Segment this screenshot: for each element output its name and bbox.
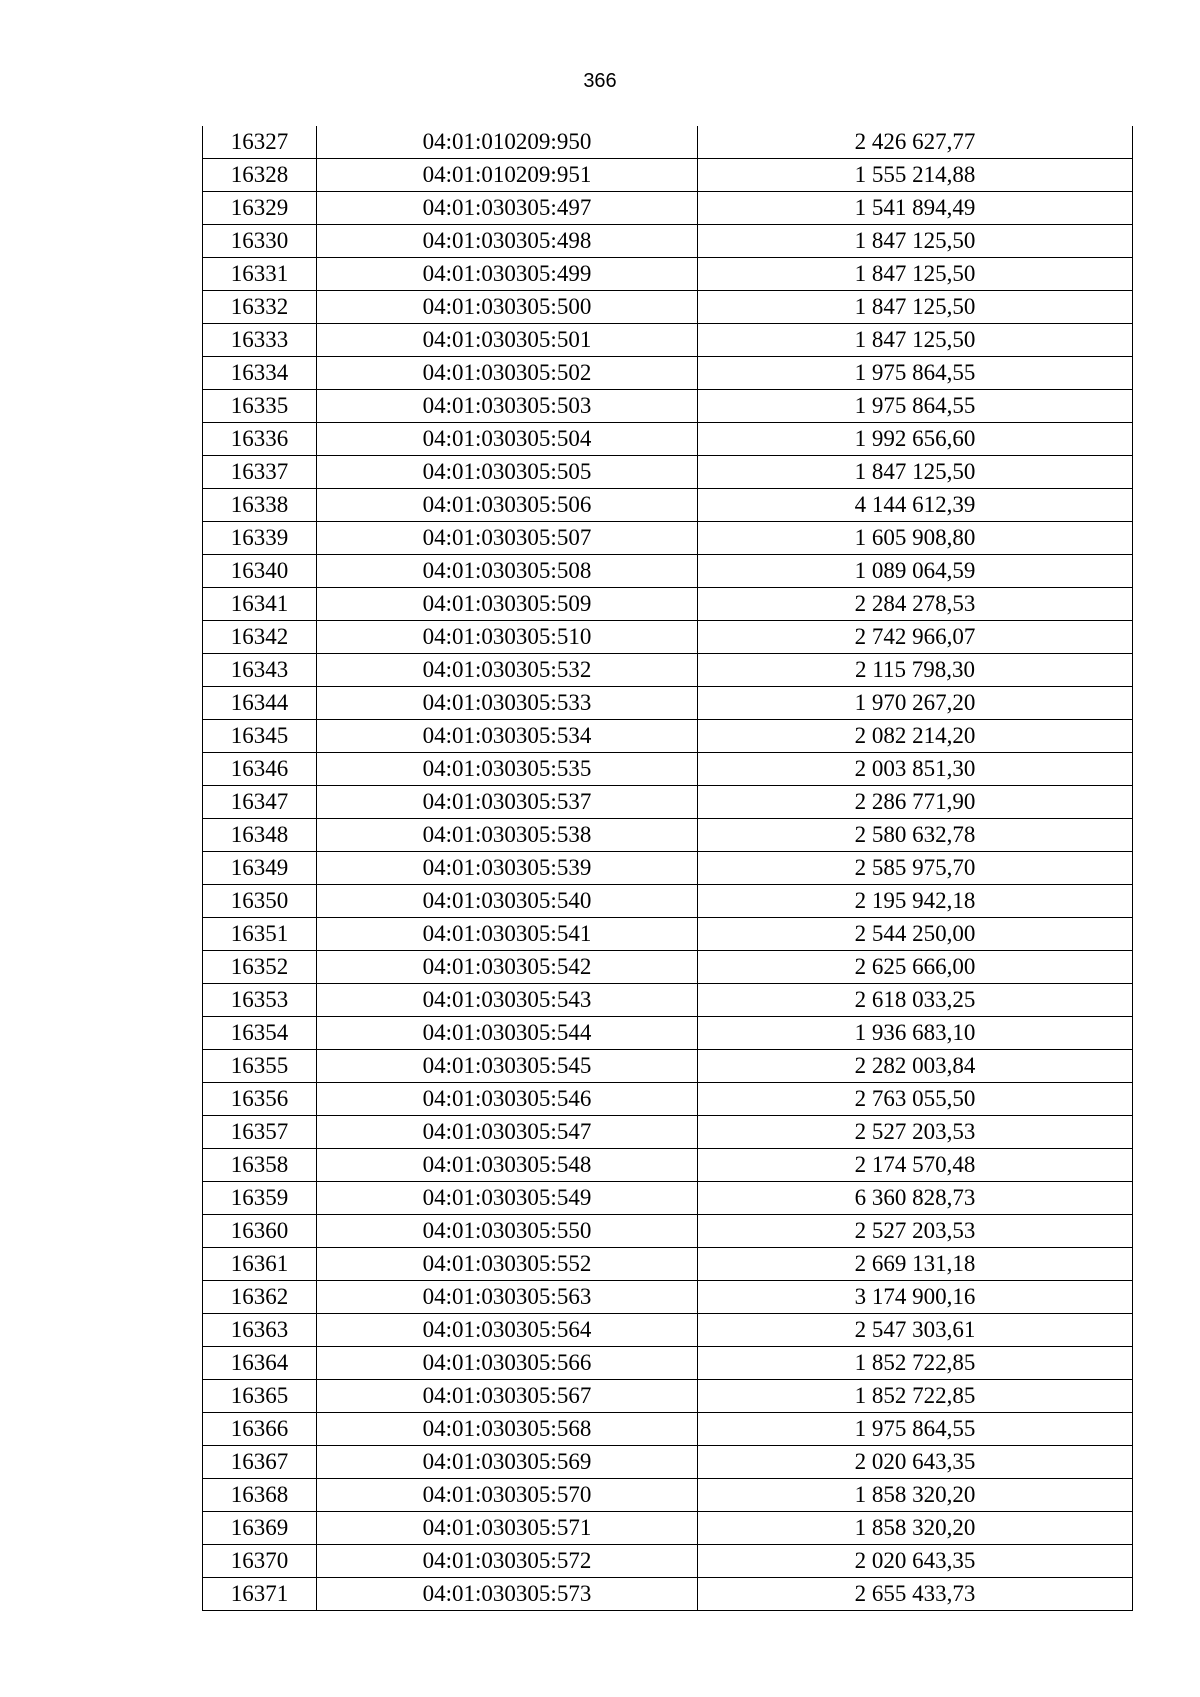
cadastral-value-cell: 2 544 250,00	[698, 918, 1133, 951]
cadastral-value-cell: 2 580 632,78	[698, 819, 1133, 852]
cadastral-number-cell: 04:01:030305:568	[317, 1413, 698, 1446]
table-row	[203, 1578, 1133, 1611]
cadastral-value-cell: 1 975 864,55	[698, 1413, 1133, 1446]
cadastral-number-cell: 04:01:030305:572	[317, 1545, 698, 1578]
table-row	[203, 1512, 1133, 1545]
cadastral-number-cell: 04:01:030305:510	[317, 621, 698, 654]
table-row	[203, 291, 1133, 324]
row-number-cell: 16335	[203, 390, 317, 423]
cadastral-value-cell: 1 975 864,55	[698, 357, 1133, 390]
cadastral-value-cell: 1 852 722,85	[698, 1347, 1133, 1380]
cadastral-value-cell: 2 669 131,18	[698, 1248, 1133, 1281]
row-number-cell: 16331	[203, 258, 317, 291]
row-number-cell: 16356	[203, 1083, 317, 1116]
table-row	[203, 258, 1133, 291]
cadastral-number-cell: 04:01:030305:532	[317, 654, 698, 687]
row-number-cell: 16361	[203, 1248, 317, 1281]
cadastral-value-cell: 2 426 627,77	[698, 126, 1133, 159]
table-row	[203, 588, 1133, 621]
table-row	[203, 885, 1133, 918]
cadastral-number-cell: 04:01:030305:567	[317, 1380, 698, 1413]
page-number: 366	[583, 70, 617, 92]
cadastral-value-cell: 2 742 966,07	[698, 621, 1133, 654]
table-row	[203, 555, 1133, 588]
row-number-cell: 16336	[203, 423, 317, 456]
cadastral-number-cell: 04:01:030305:564	[317, 1314, 698, 1347]
row-number-cell: 16357	[203, 1116, 317, 1149]
cadastral-value-cell: 1 847 125,50	[698, 225, 1133, 258]
cadastral-value-cell: 1 847 125,50	[698, 456, 1133, 489]
table-row	[203, 159, 1133, 192]
row-number-cell: 16364	[203, 1347, 317, 1380]
cadastral-number-cell: 04:01:030305:549	[317, 1182, 698, 1215]
table-row	[203, 1215, 1133, 1248]
table-row	[203, 1545, 1133, 1578]
row-number-cell: 16360	[203, 1215, 317, 1248]
row-number-cell: 16345	[203, 720, 317, 753]
cadastral-value-cell: 2 527 203,53	[698, 1116, 1133, 1149]
cadastral-number-cell: 04:01:030305:545	[317, 1050, 698, 1083]
cadastral-value-cell: 1 936 683,10	[698, 1017, 1133, 1050]
row-number-cell: 16346	[203, 753, 317, 786]
cadastral-value-cell: 1 089 064,59	[698, 555, 1133, 588]
row-number-cell: 16349	[203, 852, 317, 885]
table-row	[203, 324, 1133, 357]
cadastral-value-cell: 2 618 033,25	[698, 984, 1133, 1017]
table-row	[203, 852, 1133, 885]
table-row	[203, 1116, 1133, 1149]
table-row	[203, 621, 1133, 654]
cadastral-value-cell: 2 655 433,73	[698, 1578, 1133, 1611]
cadastral-number-cell: 04:01:030305:503	[317, 390, 698, 423]
cadastral-value-cell: 2 286 771,90	[698, 786, 1133, 819]
table-row	[203, 1083, 1133, 1116]
cadastral-value-cell: 2 625 666,00	[698, 951, 1133, 984]
table-row	[203, 423, 1133, 456]
row-number-cell: 16359	[203, 1182, 317, 1215]
table-row	[203, 192, 1133, 225]
table-row	[203, 1182, 1133, 1215]
row-number-cell: 16351	[203, 918, 317, 951]
row-number-cell: 16344	[203, 687, 317, 720]
cadastral-number-cell: 04:01:030305:508	[317, 555, 698, 588]
cadastral-number-cell: 04:01:030305:547	[317, 1116, 698, 1149]
table-row	[203, 720, 1133, 753]
cadastral-value-cell: 6 360 828,73	[698, 1182, 1133, 1215]
table-row	[203, 1017, 1133, 1050]
cadastral-number-cell: 04:01:030305:570	[317, 1479, 698, 1512]
cadastral-value-cell: 3 174 900,16	[698, 1281, 1133, 1314]
cadastral-value-cell: 2 585 975,70	[698, 852, 1133, 885]
table-row	[203, 753, 1133, 786]
cadastral-value-cell: 2 763 055,50	[698, 1083, 1133, 1116]
cadastral-number-cell: 04:01:030305:563	[317, 1281, 698, 1314]
cadastral-number-cell: 04:01:030305:541	[317, 918, 698, 951]
cadastral-number-cell: 04:01:030305:571	[317, 1512, 698, 1545]
table-row	[203, 1446, 1133, 1479]
cadastral-value-cell: 2 020 643,35	[698, 1446, 1133, 1479]
row-number-cell: 16334	[203, 357, 317, 390]
cadastral-number-cell: 04:01:010209:951	[317, 159, 698, 192]
cadastral-number-cell: 04:01:030305:550	[317, 1215, 698, 1248]
table-row	[203, 489, 1133, 522]
table-row	[203, 654, 1133, 687]
table-row	[203, 1479, 1133, 1512]
cadastral-number-cell: 04:01:010209:950	[317, 126, 698, 159]
cadastral-value-cell: 2 115 798,30	[698, 654, 1133, 687]
row-number-cell: 16363	[203, 1314, 317, 1347]
row-number-cell: 16329	[203, 192, 317, 225]
cadastral-number-cell: 04:01:030305:497	[317, 192, 698, 225]
cadastral-number-cell: 04:01:030305:552	[317, 1248, 698, 1281]
cadastral-number-cell: 04:01:030305:569	[317, 1446, 698, 1479]
cadastral-number-cell: 04:01:030305:573	[317, 1578, 698, 1611]
table-row	[203, 951, 1133, 984]
row-number-cell: 16365	[203, 1380, 317, 1413]
cadastral-value-cell: 2 282 003,84	[698, 1050, 1133, 1083]
table-row	[203, 918, 1133, 951]
cadastral-value-cell: 2 020 643,35	[698, 1545, 1133, 1578]
cadastral-number-cell: 04:01:030305:500	[317, 291, 698, 324]
row-number-cell: 16330	[203, 225, 317, 258]
cadastral-number-cell: 04:01:030305:543	[317, 984, 698, 1017]
cadastral-number-cell: 04:01:030305:566	[317, 1347, 698, 1380]
table-body	[203, 126, 1133, 1611]
cadastral-value-cell: 1 975 864,55	[698, 390, 1133, 423]
cadastral-value-cell: 1 970 267,20	[698, 687, 1133, 720]
cadastral-value-cell: 1 605 908,80	[698, 522, 1133, 555]
table-row	[203, 357, 1133, 390]
table-row	[203, 687, 1133, 720]
cadastral-number-cell: 04:01:030305:538	[317, 819, 698, 852]
cadastral-number-cell: 04:01:030305:539	[317, 852, 698, 885]
row-number-cell: 16350	[203, 885, 317, 918]
table-row	[203, 1050, 1133, 1083]
cadastral-value-cell: 2 527 203,53	[698, 1215, 1133, 1248]
cadastral-number-cell: 04:01:030305:548	[317, 1149, 698, 1182]
cadastral-value-cell: 1 847 125,50	[698, 258, 1133, 291]
cadastral-value-cell: 1 847 125,50	[698, 324, 1133, 357]
table-row	[203, 819, 1133, 852]
row-number-cell: 16355	[203, 1050, 317, 1083]
cadastral-number-cell: 04:01:030305:501	[317, 324, 698, 357]
table-row	[203, 225, 1133, 258]
cadastral-number-cell: 04:01:030305:502	[317, 357, 698, 390]
cadastral-number-cell: 04:01:030305:534	[317, 720, 698, 753]
row-number-cell: 16328	[203, 159, 317, 192]
row-number-cell: 16366	[203, 1413, 317, 1446]
row-number-cell: 16370	[203, 1545, 317, 1578]
table-row	[203, 390, 1133, 423]
cadastral-number-cell: 04:01:030305:506	[317, 489, 698, 522]
cadastral-number-cell: 04:01:030305:509	[317, 588, 698, 621]
row-number-cell: 16369	[203, 1512, 317, 1545]
cadastral-number-cell: 04:01:030305:537	[317, 786, 698, 819]
table-row	[203, 1281, 1133, 1314]
cadastral-value-cell: 1 541 894,49	[698, 192, 1133, 225]
cadastral-value-cell: 1 852 722,85	[698, 1380, 1133, 1413]
row-number-cell: 16343	[203, 654, 317, 687]
row-number-cell: 16341	[203, 588, 317, 621]
cadastral-number-cell: 04:01:030305:535	[317, 753, 698, 786]
cadastral-value-cell: 2 547 303,61	[698, 1314, 1133, 1347]
row-number-cell: 16333	[203, 324, 317, 357]
cadastral-number-cell: 04:01:030305:533	[317, 687, 698, 720]
cadastral-number-cell: 04:01:030305:542	[317, 951, 698, 984]
row-number-cell: 16342	[203, 621, 317, 654]
cadastral-value-cell: 2 174 570,48	[698, 1149, 1133, 1182]
row-number-cell: 16348	[203, 819, 317, 852]
row-number-cell: 16339	[203, 522, 317, 555]
row-number-cell: 16337	[203, 456, 317, 489]
row-number-cell: 16362	[203, 1281, 317, 1314]
cadastral-number-cell: 04:01:030305:498	[317, 225, 698, 258]
cadastral-value-cell: 1 555 214,88	[698, 159, 1133, 192]
cadastral-value-cell: 4 144 612,39	[698, 489, 1133, 522]
row-number-cell: 16338	[203, 489, 317, 522]
row-number-cell: 16327	[203, 126, 317, 159]
cadastral-number-cell: 04:01:030305:504	[317, 423, 698, 456]
table-row	[203, 1248, 1133, 1281]
row-number-cell: 16347	[203, 786, 317, 819]
cadastral-value-cell: 1 858 320,20	[698, 1512, 1133, 1545]
table-row	[203, 1149, 1133, 1182]
cadastral-value-cell: 2 284 278,53	[698, 588, 1133, 621]
table-row	[203, 1314, 1133, 1347]
row-number-cell: 16354	[203, 1017, 317, 1050]
table-row	[203, 456, 1133, 489]
table-row	[203, 1347, 1133, 1380]
row-number-cell: 16352	[203, 951, 317, 984]
cadastral-value-cell: 1 847 125,50	[698, 291, 1133, 324]
table-row	[203, 522, 1133, 555]
cadastral-number-cell: 04:01:030305:546	[317, 1083, 698, 1116]
cadastral-number-cell: 04:01:030305:540	[317, 885, 698, 918]
table-row	[203, 1413, 1133, 1446]
row-number-cell: 16367	[203, 1446, 317, 1479]
row-number-cell: 16332	[203, 291, 317, 324]
cadastral-number-cell: 04:01:030305:505	[317, 456, 698, 489]
cadastral-number-cell: 04:01:030305:507	[317, 522, 698, 555]
cadastral-value-cell: 2 003 851,30	[698, 753, 1133, 786]
table-row	[203, 126, 1133, 159]
cadastre-value-table	[202, 126, 1133, 1611]
table-row	[203, 786, 1133, 819]
cadastral-value-cell: 2 195 942,18	[698, 885, 1133, 918]
cadastral-value-cell: 2 082 214,20	[698, 720, 1133, 753]
cadastral-value-cell: 1 858 320,20	[698, 1479, 1133, 1512]
cadastral-value-cell: 1 992 656,60	[698, 423, 1133, 456]
table-row	[203, 1380, 1133, 1413]
row-number-cell: 16368	[203, 1479, 317, 1512]
row-number-cell: 16371	[203, 1578, 317, 1611]
row-number-cell: 16340	[203, 555, 317, 588]
row-number-cell: 16358	[203, 1149, 317, 1182]
cadastral-number-cell: 04:01:030305:544	[317, 1017, 698, 1050]
table-row	[203, 984, 1133, 1017]
cadastral-number-cell: 04:01:030305:499	[317, 258, 698, 291]
row-number-cell: 16353	[203, 984, 317, 1017]
